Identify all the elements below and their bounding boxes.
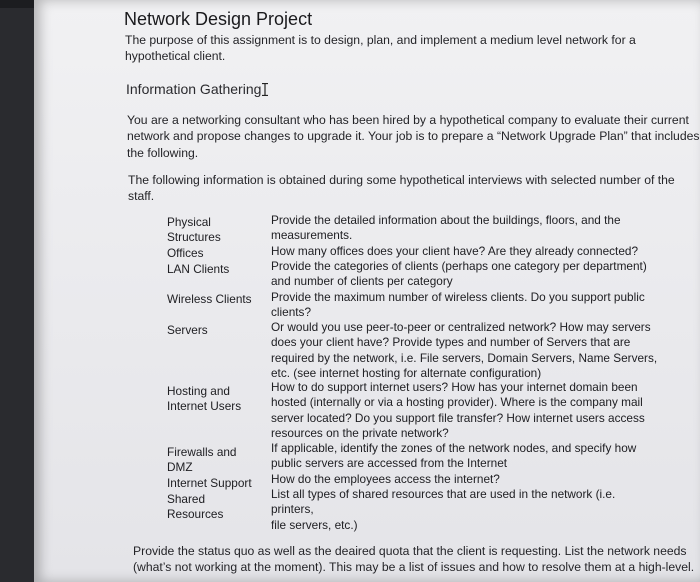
purpose-line-1: The purpose of this assignment is to design, plan, and implement a medium level network for a — [125, 33, 636, 47]
item-label: Physical Structures — [167, 215, 221, 245]
item-description: Provide the detailed information about the buildings, floors, and the measurements. — [271, 213, 621, 243]
info-line-2: staff. — [128, 189, 155, 203]
item-description: Or would you use peer-to-peer or centralized network? How may servers does your client have? Provide types and number of Servers that are required by the network, i.e. File servers, Domain Servers, Name Servers, etc. (see internet hosting for alternate configuration) — [271, 320, 658, 381]
section-heading-text: Information Gathering — [126, 81, 262, 97]
item-description: How do the employees access the internet? — [271, 472, 500, 486]
item-label: Internet Support — [167, 476, 252, 490]
document-title: Network Design Project — [124, 9, 313, 29]
intro-line-1: You are a networking consultant who has been hired by a hypothetical company to evaluate their current — [127, 113, 689, 127]
item-description: If applicable, identify the zones of the network nodes, and specify how public servers are accessed from the Internet — [271, 441, 637, 471]
intro-line-3: the following. — [127, 146, 199, 160]
item-description: How to do support internet users? How has your internet domain been hosted (internally or via a hosting provider). Where is the company mail server located? Do you support file transfer? How internet users access resources on the private network? — [271, 380, 645, 441]
item-description: How many offices does your client have? Are they already connected? — [271, 244, 639, 258]
text-cursor-icon — [262, 83, 268, 96]
info-line-1: The following information is obtained during some hypothetical interviews with selected number of the — [128, 173, 675, 187]
footer-line-2: (what’s not working at the moment). This may be a list of issues and how to resolve them at a high-level. — [133, 560, 695, 574]
item-description: Provide the maximum number of wireless clients. Do you support public clients? — [271, 290, 645, 320]
item-description: Provide the categories of clients (perhaps one category per department) and number of clients per category — [271, 259, 647, 289]
footer-line-1: Provide the status quo as well as the deaired quota that the client is requesting. List the network needs — [133, 544, 687, 558]
item-label: Firewalls and DMZ — [167, 445, 237, 475]
item-description: List all types of shared resources that are used in the network (i.e. printers, file servers, etc.) — [271, 487, 616, 532]
item-label: Offices — [167, 246, 204, 260]
intro-line-2: network and propose changes to upgrade it. Your job is to prepare a “Network Upgrade Plan” that includes — [127, 129, 700, 143]
item-label: Servers — [167, 323, 208, 337]
section-heading — [126, 81, 268, 97]
item-label: Wireless Clients — [167, 292, 252, 306]
item-label: Shared Resources — [167, 492, 224, 522]
item-label: LAN Clients — [167, 262, 230, 276]
item-label: Hosting and Internet Users — [167, 384, 242, 414]
purpose-line-2: hypothetical client. — [125, 49, 226, 63]
